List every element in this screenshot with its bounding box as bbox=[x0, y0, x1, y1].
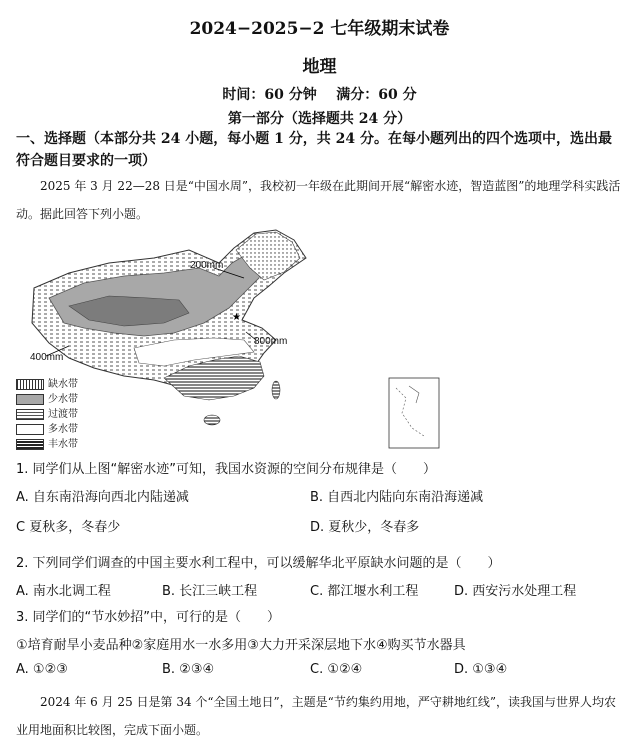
legend-swatch-scarce bbox=[16, 379, 44, 390]
question-3-stem: 3. 同学们的“节水妙招”中，可行的是（ ） bbox=[16, 610, 281, 625]
capital-star: ★ bbox=[232, 312, 241, 323]
label-800mm: 800mm bbox=[254, 336, 288, 347]
legend-swatch-abundant bbox=[16, 439, 44, 450]
legend-item-little bbox=[16, 390, 78, 405]
question-3-option-b[interactable]: B. ②③④ bbox=[162, 662, 215, 677]
question-1-option-a[interactable]: A. 自东南沿海向西北内陆递减 bbox=[16, 490, 189, 505]
part-heading: 第一部分（选择题共 24 分） bbox=[227, 111, 412, 127]
question-1-option-b[interactable]: B. 自西北内陆向东南沿海递减 bbox=[310, 490, 484, 505]
legend-item-scarce bbox=[16, 375, 78, 390]
intro-paragraph-2: 2024 年 6 月 25 日是第 34 个“全国土地日”，主题是“节约集约用地，严守耕地红线”，读我国与世界人均农业用地面积比较图，完成下面小题。 bbox=[16, 695, 616, 737]
legend-item-abundant bbox=[16, 435, 78, 450]
question-2-option-a[interactable]: A. 南水北调工程 bbox=[16, 584, 111, 599]
section-heading: 一、选择题（本部分共 24 小题，每小题 1 分，共 24 分。在每小题列出的四个选项中，选出最符合题目要求的一项） bbox=[16, 131, 612, 169]
hainan-island bbox=[204, 415, 220, 425]
legend-label-plenty: 多水带 bbox=[48, 424, 78, 435]
time-score-info: 时间：60 分钟 满分：60 分 bbox=[222, 87, 417, 103]
question-3-option-d[interactable]: D. ①③④ bbox=[454, 662, 508, 677]
legend-label-transition: 过渡带 bbox=[48, 409, 78, 420]
exam-title: 2024−2025−2 七年级期末试卷 bbox=[189, 19, 450, 39]
intro-paragraph-1: 2025 年 3 月 22—28 日是“中国水周”，我校初一年级在此期间开展“解密水迹，智造蓝图”的地理学科实践活动。据此回答下列小题。 bbox=[16, 179, 621, 221]
china-water-map bbox=[14, 228, 444, 454]
subject-title: 地理 bbox=[302, 57, 337, 77]
label-400mm: 400mm bbox=[30, 352, 64, 363]
question-2-option-d[interactable]: D. 西安污水处理工程 bbox=[454, 584, 577, 599]
question-2-option-c[interactable]: C. 都江堰水利工程 bbox=[310, 584, 419, 599]
legend-label-scarce: 缺水带 bbox=[48, 379, 78, 390]
legend-swatch-plenty bbox=[16, 424, 44, 435]
question-3-choices: ①培育耐旱小麦品种②家庭用水一水多用③大力开采深层地下水④购买节水器具 bbox=[16, 638, 466, 653]
question-2-stem: 2. 下列同学们调查的中国主要水利工程中，可以缓解华北平原缺水问题的是（ ） bbox=[16, 556, 501, 571]
question-3-option-a[interactable]: A. ①②③ bbox=[16, 662, 68, 677]
question-1-option-d[interactable]: D. 夏秋少，冬春多 bbox=[310, 520, 420, 535]
legend-label-little: 少水带 bbox=[48, 394, 78, 405]
question-3-option-c[interactable]: C. ①②④ bbox=[310, 662, 363, 677]
legend-swatch-little bbox=[16, 394, 44, 405]
taiwan-island bbox=[272, 381, 280, 399]
legend-swatch-transition bbox=[16, 409, 44, 420]
legend-item-plenty bbox=[16, 420, 78, 435]
question-1-stem: 1. 同学们从上图“解密水迹”可知，我国水资源的空间分布规律是（ ） bbox=[16, 462, 437, 477]
legend-item-transition bbox=[16, 405, 78, 420]
question-2-option-b[interactable]: B. 长江三峡工程 bbox=[162, 584, 258, 599]
map-graphic bbox=[14, 228, 444, 454]
label-200mm: 200mm bbox=[190, 260, 224, 271]
legend-label-abundant: 丰水带 bbox=[48, 439, 78, 450]
question-1-option-c[interactable]: C 夏秋多，冬春少 bbox=[16, 520, 121, 535]
